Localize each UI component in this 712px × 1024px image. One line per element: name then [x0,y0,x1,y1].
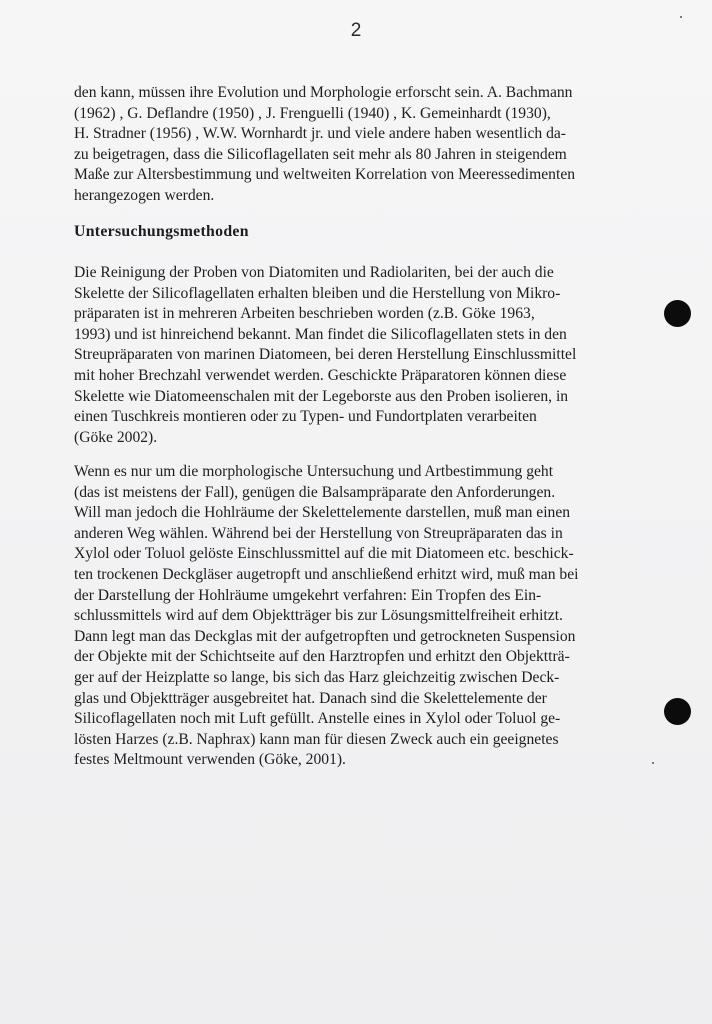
text-line: (das ist meistens der Fall), genügen die Balsampräparate den Anforderungen. [74,483,556,501]
page-number: 2 [350,20,362,41]
text-line: Dann legt man das Deckglas mit der aufgetropften und getrockneten Suspension [74,627,576,645]
punch-hole-upper [664,300,691,327]
scan-speck [680,16,682,18]
text-line: Silicoflagellaten noch mit Luft gefüllt. Anstelle eines in Xylol oder Toluol ge- [74,710,561,728]
text-line: (1962) , G. Deflandre (1950) , J. Frenguelli (1940) , K. Gemeinhardt (1930), [74,104,551,122]
text-line: Die Reinigung der Proben von Diatomiten und Radiolariten, bei der auch die [74,264,554,281]
paragraph-methods-cleaning [74,263,654,448]
text-line: mit hoher Brechzahl verwendet werden. Geschickte Präparatoren können diese [74,366,567,384]
text-line: Skelette wie Diatomeenschalen mit der Legeborste aus den Proben isolieren, in [74,387,569,405]
paragraph-methods-cavities [74,462,654,771]
punch-hole-lower [664,698,691,725]
text-line: 1993) und ist hinreichend bekannt. Man findet die Silicoflagellaten stets in den [74,325,567,343]
paragraph-intro-continuation [74,83,654,207]
text-line: (Göke 2002). [74,428,158,446]
text-line: den kann, müssen ihre Evolution und Morphologie erforscht sein. A. Bachmann [74,84,573,101]
text-line: der Darstellung der Hohlräume umgekehrt verfahren: Ein Tropfen des Ein- [74,586,542,604]
text-line: ten trockenen Deckgläser augetropft und anschließend erhitzt wird, muß man bei [74,565,579,583]
text-line: herangezogen werden. [74,186,215,204]
text-line: Skelette der Silicoflagellaten erhalten bleiben und die Herstellung von Mikro- [74,284,561,302]
text-line: Will man jedoch die Hohlräume der Skelettelemente darstellen, muß man einen [74,504,571,522]
text-line: Wenn es nur um die morphologische Untersuchung und Artbestimmung geht [74,463,554,480]
text-line: ger auf der Heizplatte so lange, bis sich das Harz gleichzeitig zwischen Deck- [74,668,560,686]
text-line: schlussmittels wird auf dem Objektträger bis zur Lösungsmittelfreiheit erhitzt. [74,607,563,625]
text-line: einen Tuschkreis montieren oder zu Typen- und Fundortplaten verarbeiten [74,408,537,426]
text-line: der Objekte mit der Schichtseite auf den Harztropfen und erhitzt den Objektträ- [74,648,570,666]
text-line: festes Meltmount verwenden (Göke, 2001). [74,751,346,769]
text-line: Xylol oder Toluol gelöste Einschlussmittel auf die mit Diatomeen etc. beschick- [74,545,574,563]
text-line: zu beigetragen, dass die Silicoflagellaten seit mehr als 80 Jahren in steigendem [74,145,567,163]
text-line: H. Stradner (1956) , W.W. Wornhardt jr. und viele andere haben wesentlich da- [74,125,566,143]
section-heading: Untersuchungsmethoden [74,223,249,240]
text-line: lösten Harzes (z.B. Naphrax) kann man für diesen Zweck auch ein geeignetes [74,730,559,748]
text-line: glas und Objektträger ausgebreitet hat. Danach sind die Skelettelemente der [74,689,547,707]
scan-speck [652,762,654,764]
text-line: präparaten ist in mehreren Arbeiten beschrieben worden (z.B. Göke 1963, [74,305,535,323]
text-line: Streupräparaten von marinen Diatomeen, bei deren Herstellung Einschlussmittel [74,346,577,364]
text-line: anderen Weg wählen. Während bei der Herstellung von Streupräparaten das in [74,524,563,542]
text-line: Maße zur Altersbestimmung und weltweiten Korrelation von Meeressedimenten [74,166,576,184]
